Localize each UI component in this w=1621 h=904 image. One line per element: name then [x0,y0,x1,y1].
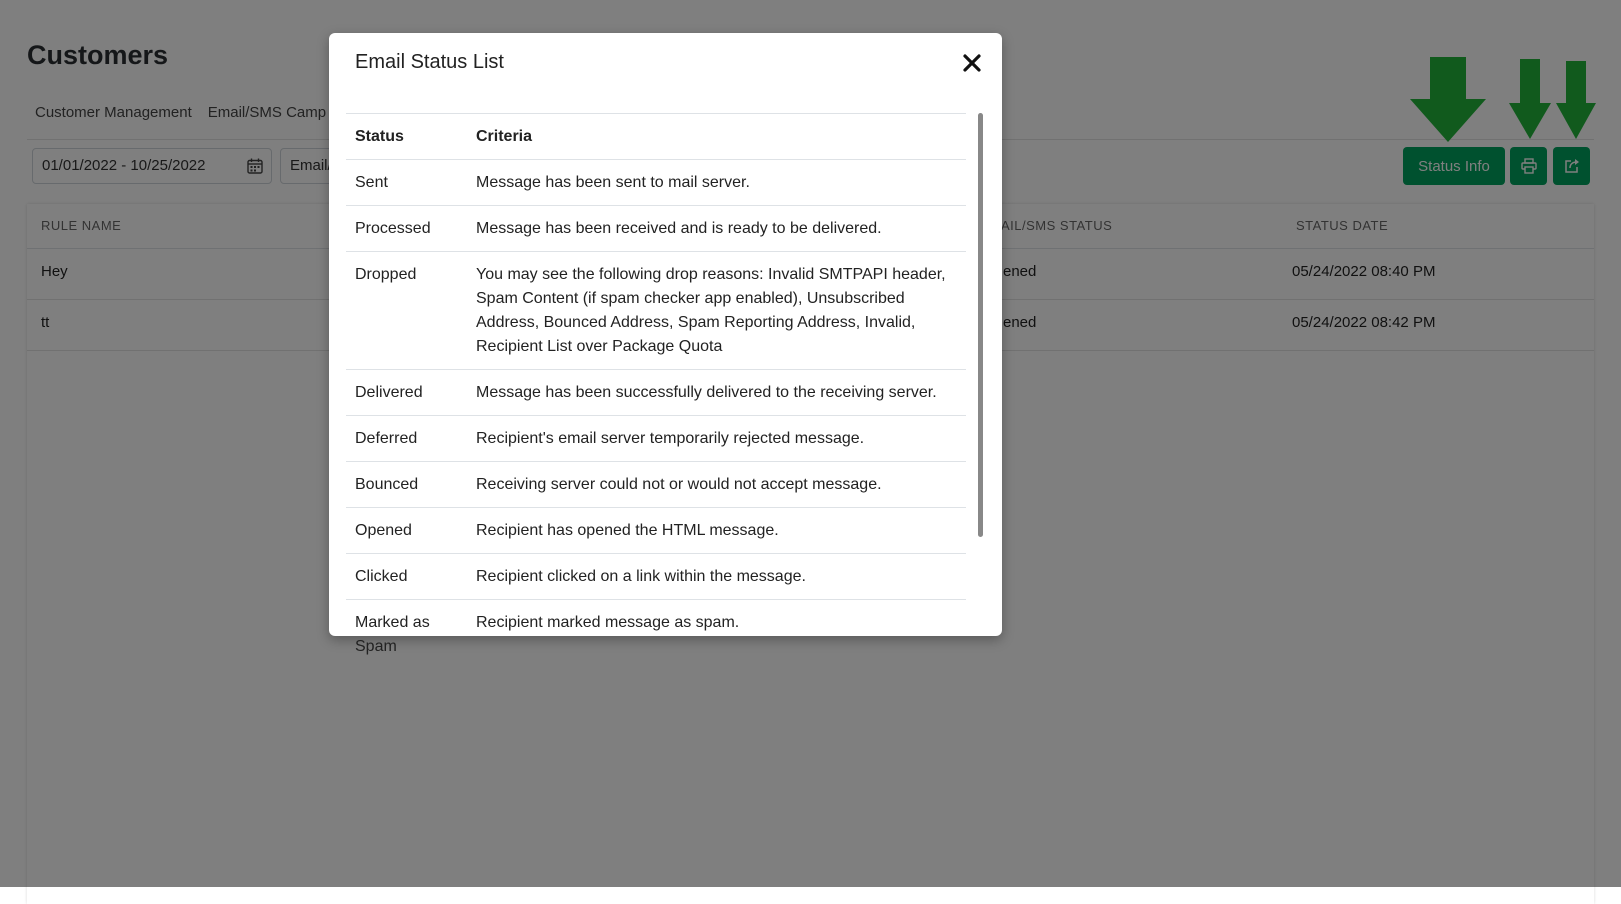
status-cell: Clicked [346,554,467,600]
modal-title: Email Status List [355,51,504,73]
table-row [346,416,966,462]
criteria-cell: Receiving server could not or would not accept message. [467,462,966,508]
status-cell: Marked as Spam [346,600,467,670]
status-cell: Delivered [346,370,467,416]
status-column-header: Status [346,114,467,160]
status-cell: Bounced [346,462,467,508]
table-row [346,554,966,600]
close-icon [960,51,984,75]
criteria-cell: Recipient's email server temporarily rejected message. [467,416,966,462]
criteria-cell: Recipient marked message as spam. [467,600,966,670]
close-button[interactable] [960,51,984,75]
criteria-cell: Recipient clicked on a link within the message. [467,554,966,600]
status-cell: Opened [346,508,467,554]
criteria-cell: You may see the following drop reasons: Invalid SMTPAPI header, Spam Content (if spam checker app enabled), Unsubscribed Address, Bounced Address, Spam Reporting Address, Invalid, Recipient List over Package Quota [467,252,966,370]
table-row [346,462,966,508]
status-table-header-row [346,114,966,160]
status-cell: Sent [346,160,467,206]
criteria-column-header: Criteria [467,114,966,160]
status-criteria-table [346,113,966,669]
criteria-cell: Message has been successfully delivered to the receiving server. [467,370,966,416]
modal-scrollbar-thumb[interactable] [978,113,983,537]
criteria-cell: Recipient has opened the HTML message. [467,508,966,554]
table-row [346,600,966,670]
table-row [346,252,966,370]
status-cell: Dropped [346,252,467,370]
email-status-list-modal [329,33,1002,655]
table-row [346,160,966,206]
criteria-cell: Message has been received and is ready to be delivered. [467,206,966,252]
criteria-cell: Message has been sent to mail server. [467,160,966,206]
status-cell: Processed [346,206,467,252]
status-table-scroll-area[interactable] [346,113,966,655]
table-row [346,206,966,252]
table-row [346,508,966,554]
modal-scrollbar[interactable] [977,113,985,621]
status-cell: Deferred [346,416,467,462]
table-row [346,370,966,416]
